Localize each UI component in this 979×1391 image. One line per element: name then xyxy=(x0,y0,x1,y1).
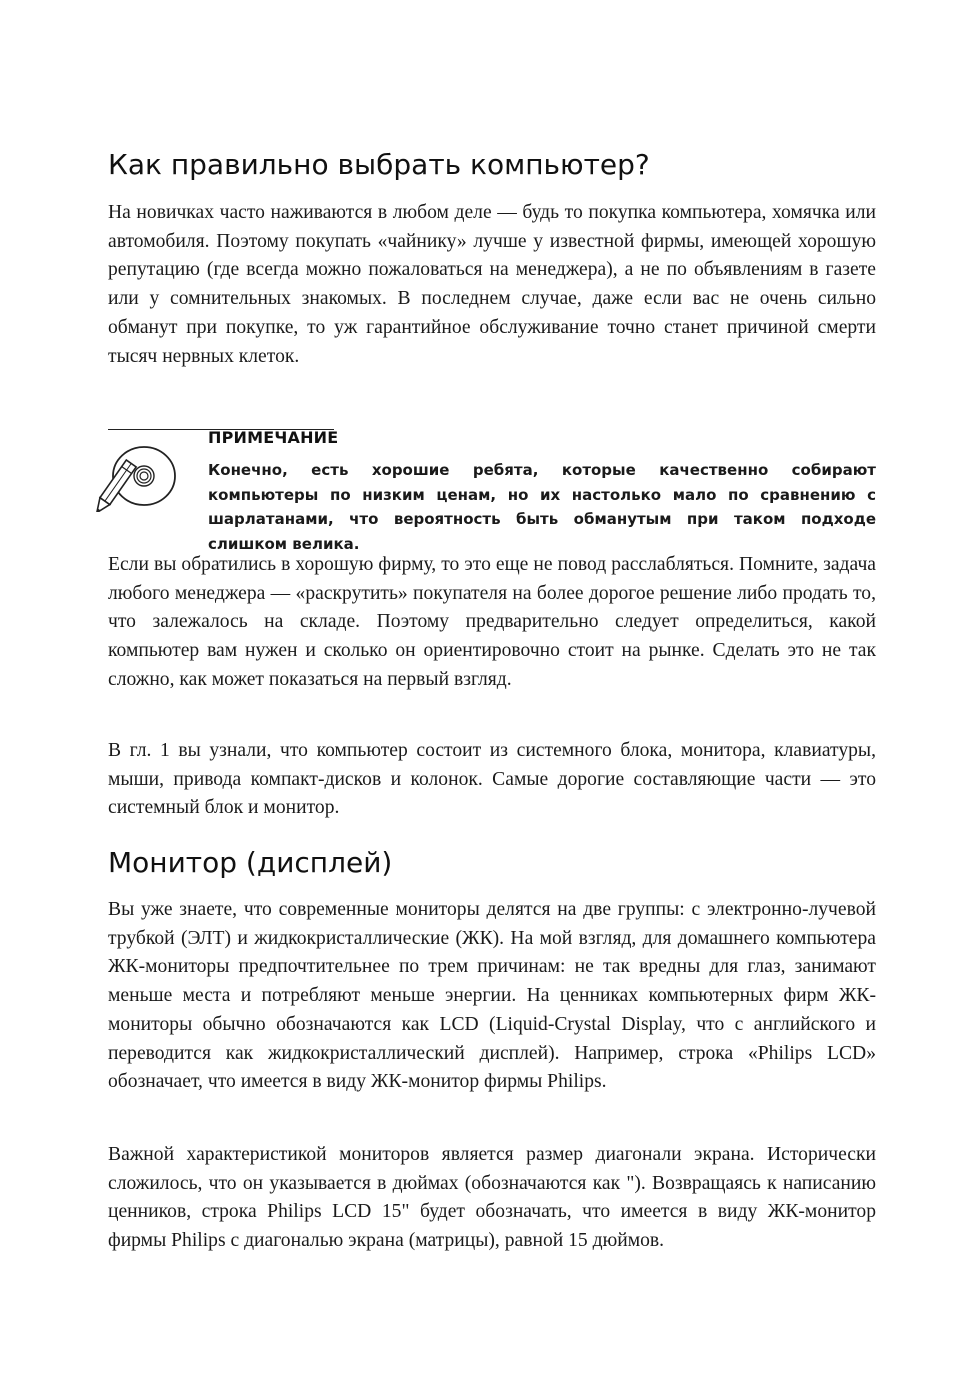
note-title: ПРИМЕЧАНИЕ xyxy=(208,428,339,447)
section-heading-monitor: Монитор (дисплей) xyxy=(108,846,393,879)
paragraph-computer-parts: В гл. 1 вы узнали, что компьютер состоит из системного блока, монитора, клавиатуры, мыши, привода компакт-дисков и колонок. Самые дорогие составляющие части — это системный блок и монитор. xyxy=(108,740,876,819)
paragraph-monitor-types: Вы уже знаете, что современные мониторы делятся на две группы: с электронно-лучевой трубкой (ЭЛТ) и жидкокристаллические (ЖК). На мой взгляд, для домашнего компьютера ЖК-мониторы предпочтительнее по трем причинам: не так вредны для глаз, занимают меньше места и потребляют меньше энергии. На ценниках компьютерных фирм ЖК-мониторы обычно обозначаются как LCD (Liquid-Crystal Display, что с английского и переводится как жидкокристаллический дисплей). Например, строка «Philips LCD» обозначает, что имеется в виду ЖК-монитор фирмы Philips. xyxy=(108,899,876,1093)
paragraph-newbies: На новичках часто наживаются в любом деле — будь то покупка компьютера, хомячка или автомобиля. Поэтому покупать «чайнику» лучше у известной фирмы, имеющей хорошую репутацию (где всегда можно пожаловаться на менеджера), а не по объявлениям в газете или у сомнительных знакомых. В последнем случае, даже если вас не очень сильно обманут при покупке, то уж гарантийное обслуживание точно станет причиной смерти тысяч нервных клеток. xyxy=(108,202,876,367)
note-text: Конечно, есть хорошие ребята, которые качественно собирают компьютеры по низким ценам, но их настолько мало по сравнению с шарлатанами, что вероятность быть обманутым при таком подходе слишком велика. xyxy=(208,461,876,553)
note-block xyxy=(108,420,876,553)
pencil-disc-icon xyxy=(96,442,188,512)
section-heading-choose-computer: Как правильно выбрать компьютер? xyxy=(108,148,650,181)
paragraph-diagonal: Важной характеристикой мониторов является размер диагонали экрана. Исторически сложилось, что он указывается в дюймах (обозначаются как "). Возвращаясь к написанию ценников, строка Philips LCD 15" будет обозначать, что имеется в виду ЖК-монитор фирмы Philips с диагональю экрана (матрицы), равной 15 дюймов. xyxy=(108,1144,876,1252)
paragraph-good-firm: Если вы обратились в хорошую фирму, то это еще не повод расслабляться. Помните, задача любого менеджера — «раскрутить» покупателя на более дорогое решение либо продать то, что залежалось на складе. Поэтому предварительно следует определиться, какой компьютер вам нужен и сколько он ориентировочно стоит на рынке. Сделать это не так сложно, как может показаться на первый взгляд. xyxy=(108,554,876,690)
